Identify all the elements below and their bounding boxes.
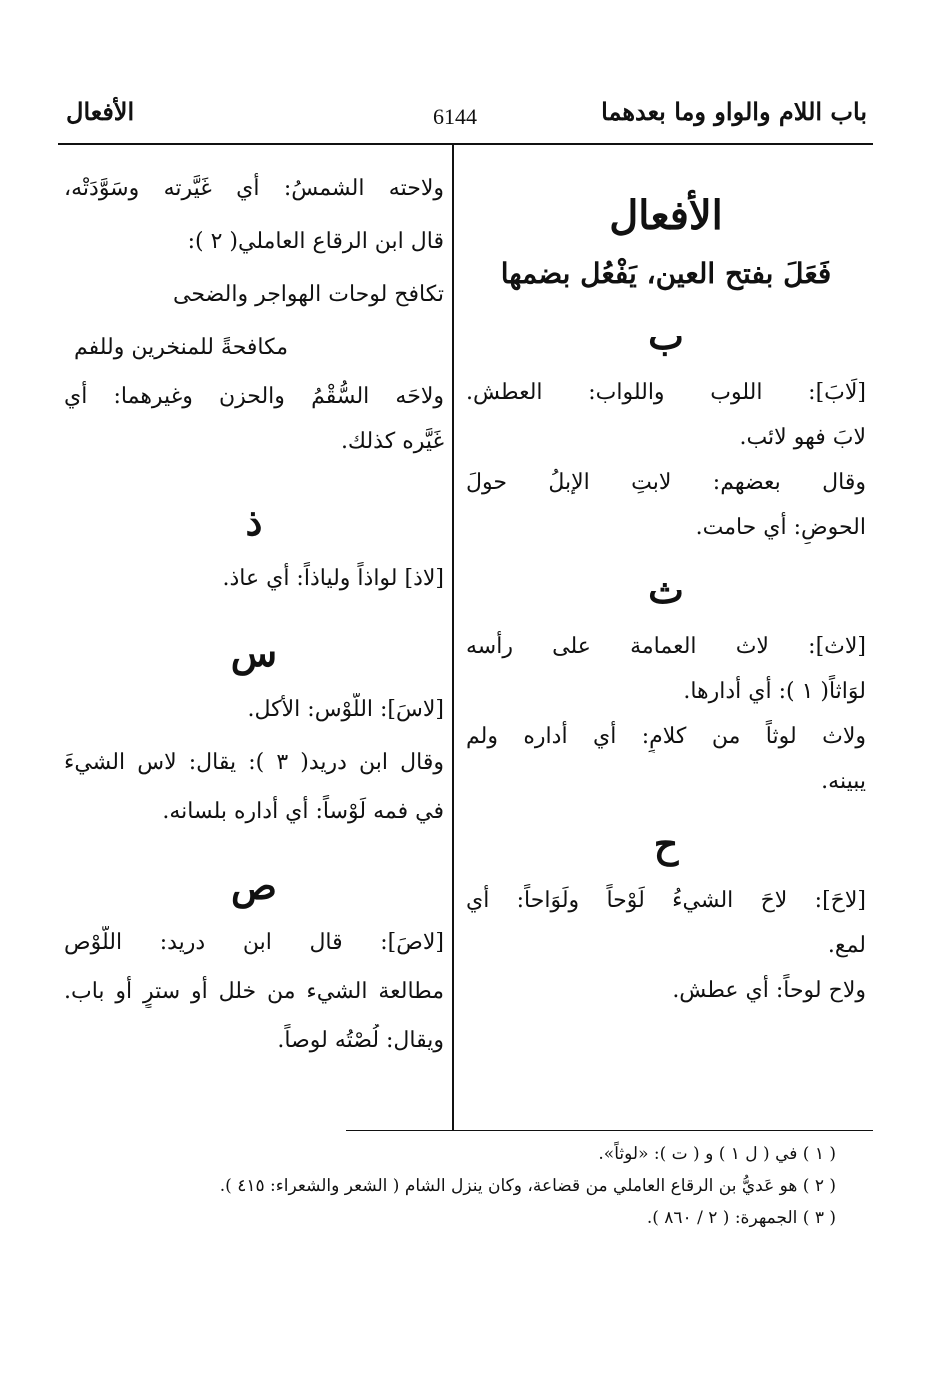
letter-heading-tha: ث xyxy=(648,567,684,612)
entry-line: [لاذ] لواذاً ولياذاً: أي عاذ. xyxy=(222,566,444,591)
footnote-rule xyxy=(346,1130,873,1131)
entry-line: [لاسَ]: اللَّوْس: الأكل. xyxy=(247,697,444,722)
entry-line: وقال بعضهم: لابتِ الإبلُ حولَ xyxy=(466,470,866,495)
left-column xyxy=(64,160,444,1057)
column-divider xyxy=(452,145,454,1130)
verse-line-2: مكافحةً للمنخرين وللفم xyxy=(74,335,289,360)
entry-line: ويقال: لُصْتُه لوصاً. xyxy=(277,1028,444,1053)
page-number: 6144 xyxy=(433,104,477,129)
section-subtitle: فَعَلَ بفتح العين، يَفْعُل بضمها xyxy=(500,257,832,290)
entry-line: [لاصَ]: قال ابن دريد: اللَّوْص xyxy=(64,930,444,955)
entry-line: في فمه لَوْساً: أي أداره بلسانه. xyxy=(162,799,444,824)
entry-line: قال ابن الرقاع العاملي( ٢ ): xyxy=(187,229,444,254)
entry-line: الحوضِ: أي حامت. xyxy=(695,515,866,540)
entry-line: ولاحَه السُّقْمُ والحزن وغيرهما: أي xyxy=(64,384,444,409)
letter-heading-ba: ب xyxy=(648,313,684,358)
footnotes xyxy=(120,1138,836,1234)
header-rule xyxy=(58,143,873,145)
running-head-section: الأفعال xyxy=(66,97,135,126)
entry-line: لمع. xyxy=(827,933,866,958)
entry-line: ولاث لوثاً من كلامٍ: أي أداره ولم xyxy=(466,724,866,749)
entry-line: [لاث]: لاث العمامة على رأسه xyxy=(466,634,866,659)
letter-heading-sad: ص xyxy=(231,863,277,908)
letter-heading-ha: ح xyxy=(653,821,679,866)
running-head-chapter: باب اللام والواو وما بعدهما xyxy=(601,97,867,126)
section-title: الأفعال xyxy=(609,192,723,239)
entry-line: لوَاثاً( ١ ): أي أدارها. xyxy=(683,679,866,704)
entry-line: مطالعة الشيء من خلل أو سترٍ أو باب. xyxy=(64,979,444,1004)
right-column xyxy=(466,160,866,1007)
letter-heading-sin: س xyxy=(230,630,278,675)
letter-heading-dhal: ذ xyxy=(245,499,263,544)
entry-line: ولاح لوحاً: أي عطش. xyxy=(672,978,866,1003)
entry-line: لابَ فهو لائب. xyxy=(739,425,866,450)
entry-line: [لَابَ]: اللوب واللواب: العطش. xyxy=(466,380,866,405)
footnote: ( ٢ ) هو عَديُّ بن الرقاع العاملي من قضاعة، وكان ينزل الشام ( الشعر والشعراء: ٤١٥ ). xyxy=(219,1176,836,1196)
verse-line-1: تكافح لوحات الهواجر والضحى xyxy=(173,282,444,307)
entry-line: يبينه. xyxy=(821,769,866,794)
footnote: ( ١ ) في ( ل ١ ) و ( ت ): «لوثاً». xyxy=(598,1144,836,1164)
entry-line: [لاحَ]: لاحَ الشيءُ لَوْحاً ولَوَاحاً: أي xyxy=(466,888,866,913)
entry-line: غَيَّره كذلك. xyxy=(340,429,444,454)
entry-line: ولاحته الشمسُ: أي غَيَّرته وسَوَّدَتْه، xyxy=(64,176,444,201)
entry-line: وقال ابن دريد( ٣ ): يقال: لاس الشيءَ xyxy=(64,750,444,775)
footnote: ( ٣ ) الجمهرة: ( ٢ / ٨٦٠ ). xyxy=(646,1208,836,1228)
